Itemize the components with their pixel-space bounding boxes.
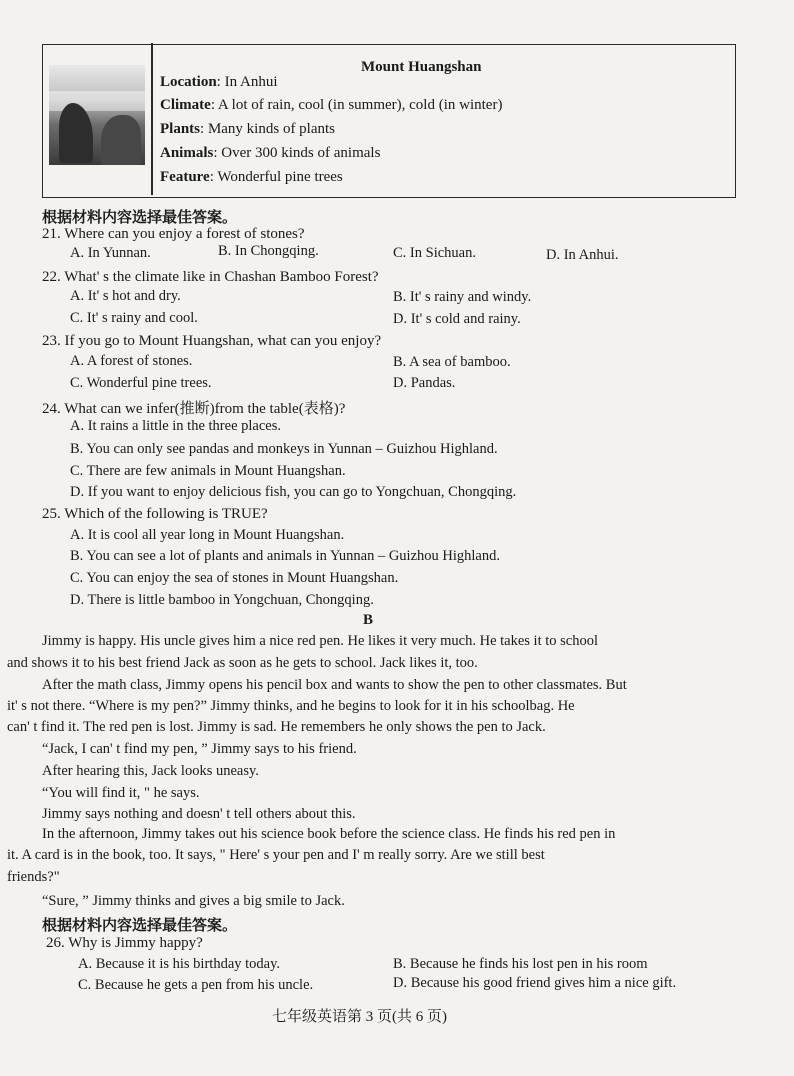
question-26: 26. Why is Jimmy happy?	[46, 935, 203, 951]
question-23: 23. If you go to Mount Huangshan, what can you enjoy?	[42, 333, 382, 349]
mountain-photo	[49, 65, 145, 165]
passage-line: “Jack, I can' t find my pen, ” Jimmy says to his friend.	[42, 741, 357, 757]
option-21c: C. In Sichuan.	[393, 245, 476, 261]
passage-line: it. A card is in the book, too. It says, " Here' s your pen and I' m really sorry. Are we still best	[7, 847, 545, 863]
option-26c: C. Because he gets a pen from his uncle.	[78, 977, 314, 993]
question-25: 25. Which of the following is TRUE?	[42, 506, 268, 522]
option-24b: B. You can only see pandas and monkeys in Yunnan – Guizhou Highland.	[70, 441, 498, 457]
option-24d: D. If you want to enjoy delicious fish, you can go to Yongchuan, Chongqing.	[70, 484, 517, 500]
option-26b: B. Because he finds his lost pen in his room	[393, 956, 648, 972]
instruction-2: 根据材料内容选择最佳答案。	[42, 918, 238, 934]
page-footer: 七年级英语第 3 页(共 6 页)	[272, 1009, 447, 1025]
passage-line: it' s not there. “Where is my pen?” Jimmy thinks, and he begins to look for it in his schoolbag. He	[7, 698, 575, 714]
info-box	[42, 44, 736, 198]
option-25b: B. You can see a lot of plants and animals in Yunnan – Guizhou Highland.	[70, 548, 500, 564]
passage-line: In the afternoon, Jimmy takes out his science book before the science class. He finds his red pen in	[42, 826, 616, 842]
option-22c: C. It' s rainy and cool.	[70, 310, 198, 326]
passage-line: “Sure, ” Jimmy thinks and gives a big smile to Jack.	[42, 893, 345, 909]
option-25d: D. There is little bamboo in Yongchuan, Chongqing.	[70, 592, 374, 608]
option-24c: C. There are few animals in Mount Huangshan.	[70, 463, 346, 479]
question-21: 21. Where can you enjoy a forest of stones?	[42, 226, 305, 242]
info-row-climate: Climate: A lot of rain, cool (in summer), cold (in winter)	[160, 97, 503, 113]
info-row-plants: Plants: Many kinds of plants	[160, 121, 336, 137]
option-23c: C. Wonderful pine trees.	[70, 375, 212, 391]
option-22b: B. It' s rainy and windy.	[393, 289, 532, 305]
info-row-animals: Animals: Over 300 kinds of animals	[160, 145, 381, 161]
passage-line: After the math class, Jimmy opens his pencil box and wants to show the pen to other classmates. But	[42, 677, 627, 693]
instruction-1: 根据材料内容选择最佳答案。	[42, 210, 238, 226]
option-22d: D. It' s cold and rainy.	[393, 311, 521, 327]
passage-line: and shows it to his best friend Jack as soon as he gets to school. Jack likes it, too.	[7, 655, 478, 671]
option-26d: D. Because his good friend gives him a nice gift.	[393, 975, 677, 991]
option-23d: D. Pandas.	[393, 375, 456, 391]
question-22: 22. What' s the climate like in Chashan Bamboo Forest?	[42, 269, 379, 285]
info-row-feature: Feature: Wonderful pine trees	[160, 169, 343, 185]
passage-line: Jimmy is happy. His uncle gives him a nice red pen. He likes it very much. He takes it to school	[42, 633, 598, 649]
option-25a: A. It is cool all year long in Mount Huangshan.	[70, 527, 345, 543]
info-title: Mount Huangshan	[361, 59, 482, 75]
option-23b: B. A sea of bamboo.	[393, 354, 511, 370]
option-21a: A. In Yunnan.	[70, 245, 151, 261]
option-24a: A. It rains a little in the three places.	[70, 418, 281, 434]
option-26a: A. Because it is his birthday today.	[78, 956, 281, 972]
passage-line: “You will find it, " he says.	[42, 785, 200, 801]
info-row-location: Location: In Anhui	[160, 74, 278, 90]
passage-line: can' t find it. The red pen is lost. Jimmy is sad. He remembers he only shows the pen to Jack.	[7, 719, 546, 735]
option-21d: D. In Anhui.	[546, 247, 619, 263]
passage-line: Jimmy says nothing and doesn' t tell others about this.	[42, 806, 356, 822]
section-heading-b: B	[363, 612, 374, 628]
option-22a: A. It' s hot and dry.	[70, 288, 181, 304]
option-23a: A. A forest of stones.	[70, 353, 193, 369]
passage-line: friends?"	[7, 869, 60, 885]
option-21b: B. In Chongqing.	[218, 243, 319, 259]
option-25c: C. You can enjoy the sea of stones in Mount Huangshan.	[70, 570, 399, 586]
divider	[151, 43, 153, 195]
question-24: 24. What can we infer(推断)from the table(表格)?	[42, 401, 346, 417]
passage-line: After hearing this, Jack looks uneasy.	[42, 763, 259, 779]
